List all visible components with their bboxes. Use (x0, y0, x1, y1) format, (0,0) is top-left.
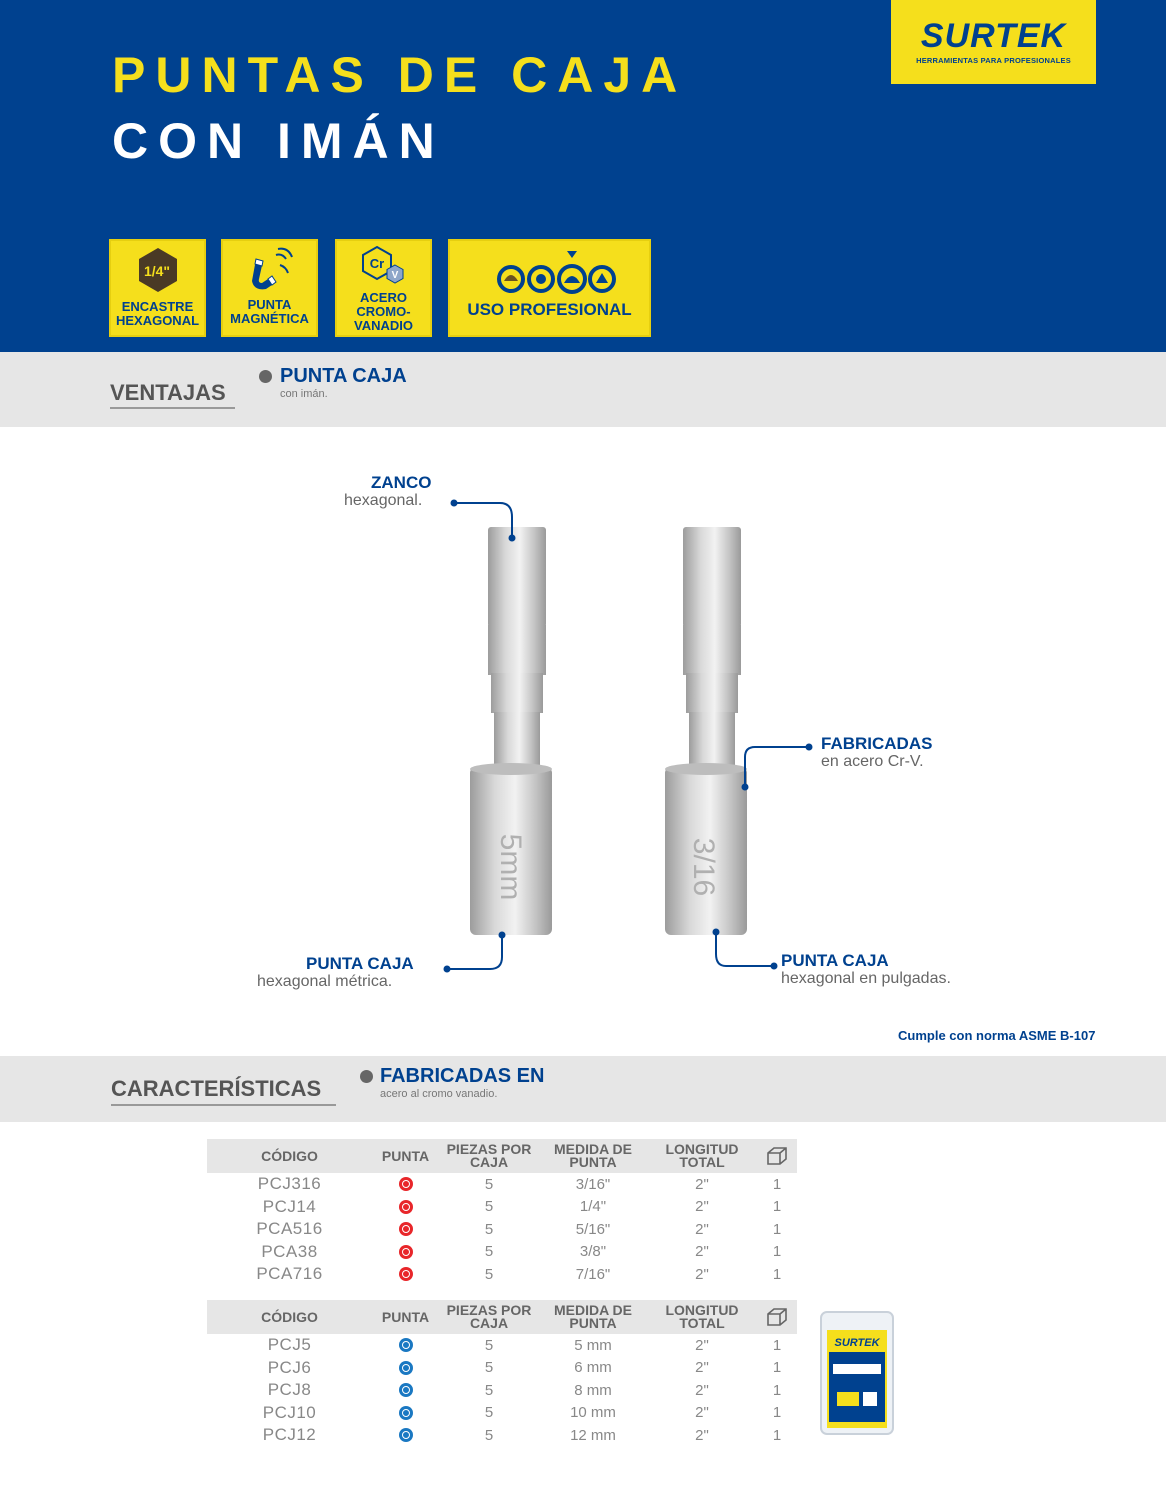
header-punta: PUNTA (381, 1147, 430, 1164)
table-row (207, 1357, 797, 1380)
cell-piezas: 5 (484, 1426, 494, 1444)
header-medida: MEDIDA DE PUNTA (553, 1302, 633, 1331)
callout-fabricadas-sub: en acero Cr-V. (821, 753, 924, 770)
table-row (207, 1334, 797, 1357)
cell-codigo: PCJ5 (267, 1335, 312, 1354)
vanadium-icon-text: V (391, 270, 398, 281)
socket-bit-inch (665, 527, 747, 935)
table-row (207, 1173, 797, 1196)
bullet-dot-icon (259, 370, 272, 383)
badge-punta-magnetica (221, 239, 318, 337)
cell-qty: 1 (772, 1243, 782, 1261)
hex-socket-inch-icon (399, 1200, 413, 1214)
cell-piezas: 5 (484, 1381, 494, 1399)
cell-longitud: 2" (695, 1381, 709, 1399)
cell-piezas: 5 (484, 1336, 494, 1354)
bit-left-marking: 5mm (494, 833, 527, 901)
callout-pulgadas-sub: hexagonal en pulgadas. (781, 970, 951, 987)
cell-longitud: 2" (695, 1243, 709, 1261)
bit-right-marking: 3/16 (687, 837, 720, 897)
cell-medida: 6 mm (574, 1359, 612, 1377)
cell-codigo: PCJ10 (262, 1402, 317, 1422)
cell-punta (372, 1424, 439, 1446)
ventajas-title: VENTAJAS (110, 380, 226, 405)
spec-table-metric (207, 1300, 797, 1447)
table-row (207, 1379, 797, 1402)
cell-qty: 1 (772, 1220, 782, 1238)
chrome-icon-text: Cr (369, 256, 384, 271)
cell-longitud: 2" (695, 1426, 709, 1444)
surtek-logo (891, 0, 1096, 84)
badge-label-pro: USO PROFESIONAL (467, 300, 632, 319)
cell-medida: 5/16" (575, 1220, 611, 1238)
table-row (207, 1424, 797, 1447)
cell-longitud: 2" (695, 1220, 709, 1238)
badge-label-magnet: PUNTA MAGNÉTICA (230, 297, 309, 326)
badge-encastre-hexagonal (109, 239, 206, 337)
cell-piezas: 5 (484, 1265, 494, 1283)
caracteristicas-rule (111, 1104, 336, 1106)
cell-piezas: 5 (484, 1243, 494, 1261)
cell-longitud: 2" (695, 1336, 709, 1354)
package-brand: SURTEK (834, 1337, 880, 1349)
cell-qty: 1 (772, 1359, 782, 1377)
cell-longitud: 2" (695, 1198, 709, 1216)
box-icon (757, 1139, 797, 1173)
caracteristicas-bullet-sub: acero al cromo vanadio. (380, 1088, 498, 1100)
ventajas-bullet-sub: con imán. (280, 388, 328, 400)
caracteristicas-bullet-title: FABRICADAS EN (380, 1065, 545, 1087)
callout-pulgadas-title: PUNTA CAJA (781, 951, 889, 970)
table-row (207, 1196, 797, 1219)
header-medida: MEDIDA DE PUNTA (553, 1141, 633, 1170)
callout-metrica-sub: hexagonal métrica. (257, 973, 393, 990)
product-illustration (0, 427, 1166, 1047)
cell-longitud: 2" (695, 1175, 709, 1193)
callout-zanco-title: ZANCO (371, 473, 432, 492)
caracteristicas-title: CARACTERÍSTICAS (111, 1076, 322, 1101)
header-banner (0, 0, 1166, 352)
cell-punta (372, 1173, 439, 1195)
hex-socket-metric-icon (399, 1361, 413, 1375)
hex-socket-metric-icon (399, 1406, 413, 1420)
hex-socket-inch-icon (399, 1177, 413, 1191)
product-package-image (817, 1308, 897, 1438)
hex-socket-inch-icon (399, 1245, 413, 1259)
badge-acero-cromo-vanadio (335, 239, 432, 337)
cell-medida: 10 mm (570, 1404, 616, 1422)
cell-codigo: PCJ316 (257, 1174, 322, 1193)
page-title-line-2: CON IMÁN (112, 113, 445, 169)
cell-qty: 1 (772, 1404, 782, 1422)
cell-punta (372, 1241, 439, 1263)
callout-metrica-title: PUNTA CAJA (306, 954, 414, 973)
table-header (207, 1139, 797, 1173)
table-row (207, 1241, 797, 1264)
header-codigo: CÓDIGO (261, 1147, 318, 1164)
cell-piezas: 5 (484, 1198, 494, 1216)
cell-codigo: PCA716 (256, 1264, 323, 1284)
hex-socket-metric-icon (399, 1338, 413, 1352)
cell-codigo: PCA38 (261, 1241, 318, 1261)
caracteristicas-section-bar (0, 1056, 1166, 1122)
hex-socket-inch-icon (399, 1267, 413, 1281)
hex-socket-metric-icon (399, 1428, 413, 1442)
hex-socket-metric-icon (399, 1383, 413, 1397)
magnet-icon (242, 245, 298, 295)
callout-zanco-sub: hexagonal. (344, 492, 423, 509)
spec-table-inch (207, 1139, 797, 1286)
hexagon-icon (136, 246, 180, 294)
cell-qty: 1 (772, 1381, 782, 1399)
hex-icon-text: 1/4" (143, 263, 170, 279)
header-longitud: LONGITUD TOTAL (665, 1141, 739, 1170)
cell-medida: 7/16" (575, 1265, 611, 1283)
cell-codigo: PCJ8 (267, 1380, 312, 1400)
cell-longitud: 2" (695, 1359, 709, 1377)
header-piezas: PIEZAS POR CAJA (446, 1302, 532, 1331)
norma-text: Cumple con norma ASME B-107 (898, 1028, 1096, 1043)
cell-longitud: 2" (695, 1265, 709, 1283)
table-row (207, 1263, 797, 1286)
selected-level-marker-icon (567, 251, 577, 258)
cell-medida: 5 mm (574, 1336, 612, 1354)
cell-qty: 1 (772, 1336, 782, 1354)
cell-qty: 1 (772, 1175, 782, 1193)
callout-fabricadas-title: FABRICADAS (821, 734, 933, 753)
cell-medida: 12 mm (570, 1426, 616, 1444)
table-header (207, 1300, 797, 1334)
badge-uso-profesional (448, 239, 651, 337)
cell-codigo: PCJ12 (262, 1425, 317, 1445)
socket-bit-metric (470, 527, 552, 935)
cell-codigo: PCJ6 (267, 1357, 312, 1377)
page-title-line-1: PUNTAS DE CAJA (112, 47, 688, 103)
cell-punta (372, 1379, 439, 1401)
cell-longitud: 2" (695, 1404, 709, 1422)
logo-tagline: HERRAMIENTAS PARA PROFESIONALES (916, 56, 1071, 65)
ventajas-section-bar (0, 352, 1166, 427)
cell-medida: 3/16" (575, 1175, 611, 1193)
box-icon (757, 1300, 797, 1334)
logo-wordmark: SURTEK (920, 17, 1067, 55)
bullet-dot-icon (360, 1070, 373, 1083)
hex-socket-inch-icon (399, 1222, 413, 1236)
cell-medida: 3/8" (579, 1243, 607, 1261)
chrome-vanadium-icon (359, 245, 409, 287)
cell-piezas: 5 (484, 1404, 494, 1422)
table-row (207, 1402, 797, 1425)
cell-punta (372, 1402, 439, 1424)
header-codigo: CÓDIGO (261, 1308, 318, 1325)
cell-qty: 1 (772, 1198, 782, 1216)
cell-punta (372, 1196, 439, 1218)
cell-punta (372, 1263, 439, 1285)
cell-codigo: PCJ14 (262, 1196, 317, 1216)
cell-medida: 8 mm (574, 1381, 612, 1399)
ventajas-rule (110, 407, 235, 409)
badge-label-hex: ENCASTRE HEXAGONAL (115, 299, 200, 328)
cell-qty: 1 (772, 1265, 782, 1283)
cell-punta (372, 1357, 439, 1379)
cell-punta (372, 1334, 439, 1356)
cell-piezas: 5 (484, 1359, 494, 1377)
header-longitud: LONGITUD TOTAL (665, 1302, 739, 1331)
usage-level-icons (475, 249, 625, 299)
header-punta: PUNTA (381, 1308, 430, 1325)
table-row (207, 1218, 797, 1241)
cell-punta (372, 1218, 439, 1240)
badge-label-steel: ACERO CROMO-VANADIO (354, 290, 413, 333)
ventajas-bullet-title: PUNTA CAJA (280, 365, 407, 387)
cell-piezas: 5 (484, 1175, 494, 1193)
cell-piezas: 5 (484, 1220, 494, 1238)
cell-qty: 1 (772, 1426, 782, 1444)
header-piezas: PIEZAS POR CAJA (446, 1141, 532, 1170)
cell-codigo: PCA516 (256, 1219, 323, 1239)
cell-medida: 1/4" (579, 1198, 607, 1216)
